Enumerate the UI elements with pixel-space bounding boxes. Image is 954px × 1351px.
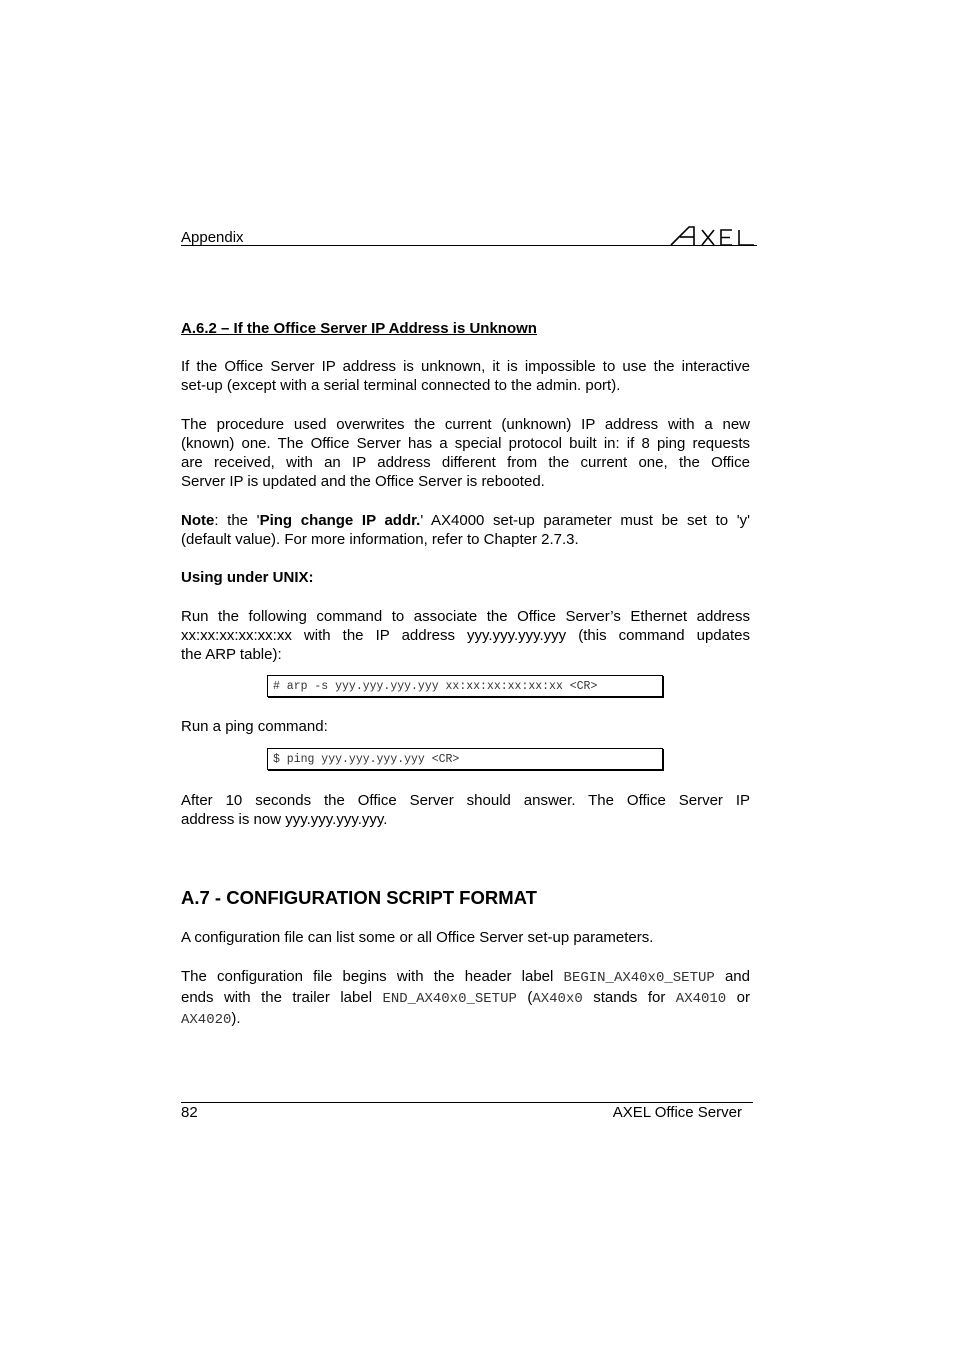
text-line bbox=[181, 967, 750, 988]
text-line bbox=[181, 1009, 750, 1030]
text-line: the ARP table): bbox=[181, 646, 282, 663]
code-model-generic: AX40x0 bbox=[532, 991, 583, 1007]
text-line bbox=[181, 511, 750, 530]
text-run: ends with the trailer label bbox=[181, 989, 383, 1006]
text-line: The procedure used overwrites the current (unknown) IP address with a new bbox=[181, 416, 750, 433]
paragraph-unknown-ip bbox=[181, 357, 750, 395]
parameter-name: Ping change IP addr. bbox=[259, 512, 421, 529]
code-model-4020: AX4020 bbox=[181, 1012, 232, 1028]
paragraph-config-file: A configuration file can list some or all Office Server set-up parameters. bbox=[181, 929, 654, 946]
footer-rule bbox=[181, 1102, 753, 1103]
text-run: and bbox=[714, 968, 750, 985]
text-line: xx:xx:xx:xx:xx:xx with the IP address yyy.yyy.yyy.yyy (this command updates bbox=[181, 627, 750, 644]
ping-command: $ ping yyy.yyy.yyy.yyy <CR> bbox=[273, 753, 460, 766]
paragraph-after-ping bbox=[181, 791, 750, 829]
paragraph-config-labels bbox=[181, 967, 750, 1030]
text-line: (default value). For more information, refer to Chapter 2.7.3. bbox=[181, 531, 579, 548]
text-line: are received, with an IP address different from the current one, the Office bbox=[181, 454, 750, 471]
code-begin-label: BEGIN_AX40x0_SETUP bbox=[563, 970, 715, 986]
text-line bbox=[181, 988, 750, 1009]
text-run: stands for bbox=[582, 989, 676, 1006]
footer-title: AXEL Office Server bbox=[612, 1104, 742, 1121]
text-line: (known) one. The Office Server has a special protocol built in: if 8 ping requests bbox=[181, 435, 750, 452]
text-line: If the Office Server IP address is unknown, it is impossible to use the interactive bbox=[181, 358, 750, 375]
text-line: Run the following command to associate the Office Server’s Ethernet address bbox=[181, 608, 750, 625]
text-run: The configuration file begins with the header label bbox=[181, 968, 564, 985]
paragraph-procedure bbox=[181, 415, 750, 491]
text-run: or bbox=[726, 989, 750, 1006]
arp-command-box bbox=[267, 675, 663, 697]
note-text: : the ' bbox=[214, 512, 260, 529]
text-line: After 10 seconds the Office Server should answer. The Office Server IP bbox=[181, 792, 750, 809]
axel-logo bbox=[670, 224, 756, 246]
note-label: Note bbox=[181, 512, 215, 529]
text-line: address is now yyy.yyy.yyy.yyy. bbox=[181, 811, 388, 828]
note-paragraph bbox=[181, 511, 750, 549]
header-rule bbox=[181, 245, 757, 246]
note-text: ' AX4000 set-up parameter must be set to 'y' bbox=[420, 512, 751, 529]
text-line: set-up (except with a serial terminal connected to the admin. port). bbox=[181, 377, 621, 394]
code-model-4010: AX4010 bbox=[675, 991, 727, 1007]
text-run: ( bbox=[516, 989, 533, 1006]
running-header-section: Appendix bbox=[181, 229, 244, 246]
arp-command: # arp -s yyy.yyy.yyy.yyy xx:xx:xx:xx:xx:xx <CR> bbox=[273, 680, 598, 693]
subheading-unix: Using under UNIX: bbox=[181, 569, 314, 586]
ping-intro: Run a ping command: bbox=[181, 718, 328, 735]
paragraph-arp bbox=[181, 607, 750, 664]
section-heading-a62: A.6.2 – If the Office Server IP Address is Unknown bbox=[181, 320, 537, 337]
page-number: 82 bbox=[181, 1104, 198, 1121]
ping-command-box bbox=[267, 748, 663, 770]
code-end-label: END_AX40x0_SETUP bbox=[382, 991, 517, 1007]
text-run: ). bbox=[231, 1010, 241, 1027]
text-line: Server IP is updated and the Office Server is rebooted. bbox=[181, 473, 545, 490]
section-heading-a7: A.7 - CONFIGURATION SCRIPT FORMAT bbox=[181, 887, 537, 908]
